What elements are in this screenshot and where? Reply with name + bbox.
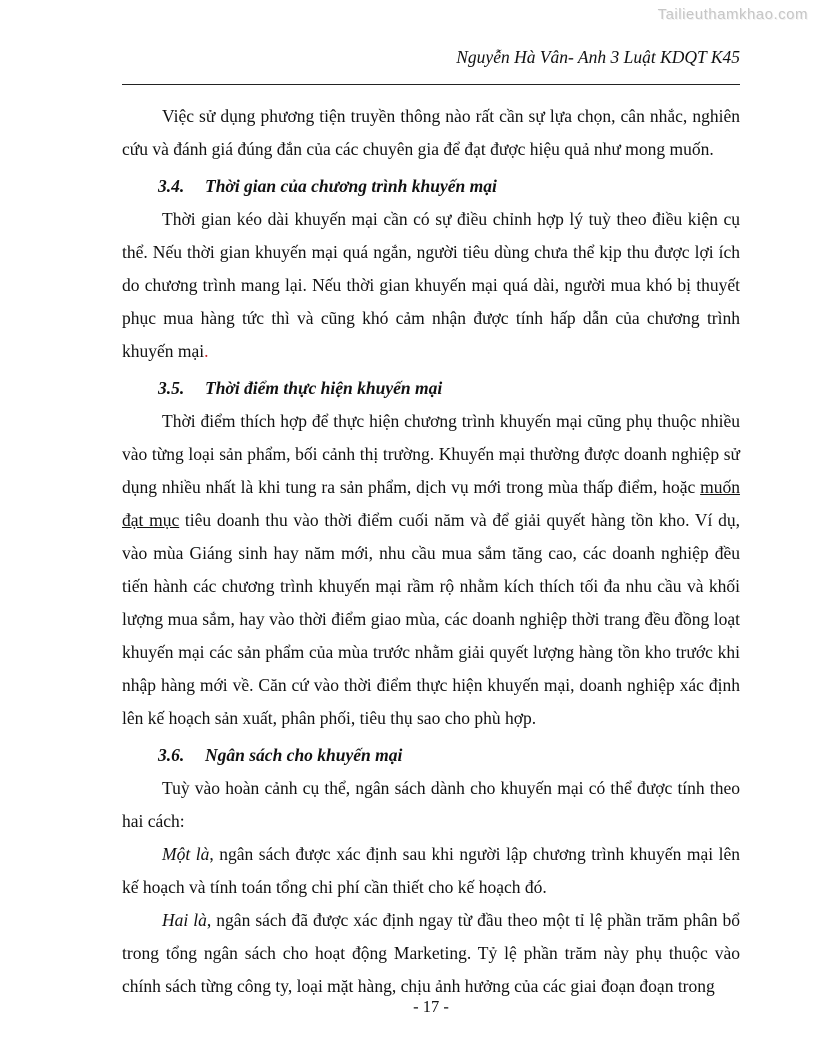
paragraph-mot-la <box>122 838 740 904</box>
paragraph-3-5-text-a: Thời điểm thích hợp để thực hiện chương trình khuyến mại cũng phụ thuộc nhiều vào từng loại sản phẩm, bối cảnh thị trường. Khuyến mại thường được doanh nghiệp sử dụng nhiều nhất là khi tung ra sản phẩm, dịch vụ mới trong mùa thấp điểm, hoặc <box>122 411 740 497</box>
page-footer <box>122 996 740 1018</box>
paragraph-3-4 <box>122 203 740 368</box>
paragraph-3-6: Tuỳ vào hoàn cảnh cụ thể, ngân sách dành cho khuyến mại có thể được tính theo hai cách: <box>122 778 740 831</box>
heading-3-5-title: Thời điểm thực hiện khuyến mại <box>205 378 443 398</box>
paragraph-3-5-text-b: tiêu doanh thu vào thời điểm cuối năm và để giải quyết hàng tồn kho. Ví dụ, vào mùa Giáng sinh hay năm mới, nhu cầu mua sắm tăng cao, các doanh nghiệp đều tiến hành các chương trình khuyến mại rầm rộ nhằm kích thích tối đa nhu cầu và khối lượng mua sắm, hay vào thời điểm giao mùa, các doanh nghiệp thời trang đều đồng loạt khuyến mại các sản phẩm của mùa trước nhằm giải quyết lượng hàng tồn kho trước khi nhập hàng mới về. Căn cứ vào thời điểm thực hiện khuyến mại, doanh nghiệp xác định lên kế hoạch sản xuất, phân phối, tiêu thụ sao cho phù hợp. <box>122 510 740 728</box>
paragraph-intro: Việc sử dụng phương tiện truyền thông nào rất cần sự lựa chọn, cân nhắc, nghiên cứu và đánh giá đúng đắn của các chuyên gia để đạt được hiệu quả như mong muốn. <box>122 106 740 159</box>
paragraph-hai-la-text: , ngân sách đã được xác định ngay từ đầu theo một tỉ lệ phần trăm phân bổ trong tổng ngân sách cho hoạt động Marketing. Tỷ lệ phần trăm này phụ thuộc vào chính sách từng công ty, loại mặt hàng, chịu ảnh hưởng của các giai đoạn đoạn trong <box>122 910 740 996</box>
heading-3-4 <box>122 170 740 203</box>
paragraph-3-5-underlined-text: muốn đạt mục <box>122 477 740 530</box>
page-header <box>122 46 740 85</box>
watermark: Tailieuthamkhao.com <box>657 6 808 23</box>
header-author-line: Nguyễn Hà Vân- Anh 3 Luật KDQT K45 <box>456 47 740 67</box>
header-rule <box>122 84 740 85</box>
paragraph-mot-la-text: , ngân sách được xác định sau khi người lập chương trình khuyến mại lên kế hoạch và tính toán tổng chi phí cần thiết cho kế hoạch đó. <box>122 844 740 897</box>
heading-3-4-number: 3.4. <box>158 176 185 196</box>
paragraph-3-5 <box>122 405 740 735</box>
paragraph-hai-la-lead: Hai là <box>162 910 207 930</box>
paragraph-hai-la <box>122 904 740 1003</box>
document-body <box>122 100 740 1003</box>
heading-3-6 <box>122 739 740 772</box>
page-number: - 17 - <box>413 997 449 1016</box>
heading-3-5 <box>122 372 740 405</box>
heading-3-6-title: Ngân sách cho khuyến mại <box>205 745 403 765</box>
heading-3-4-title: Thời gian của chương trình khuyến mại <box>205 176 497 196</box>
heading-3-5-number: 3.5. <box>158 378 185 398</box>
heading-3-6-number: 3.6. <box>158 745 185 765</box>
paragraph-mot-la-lead: Một là <box>162 844 210 864</box>
red-period: . <box>204 341 209 361</box>
paragraph-3-4-text: Thời gian kéo dài khuyến mại cần có sự điều chỉnh hợp lý tuỳ theo điều kiện cụ thể. Nếu thời gian khuyến mại quá ngắn, người tiêu dùng chưa thể kịp thu được lợi ích do chương trình mang lại. Nếu thời gian khuyến mại quá dài, người mua khó bị thuyết phục mua hàng tức thì và cũng khó cảm nhận được tính hấp dẫn của chương trình khuyến mại <box>122 209 740 361</box>
